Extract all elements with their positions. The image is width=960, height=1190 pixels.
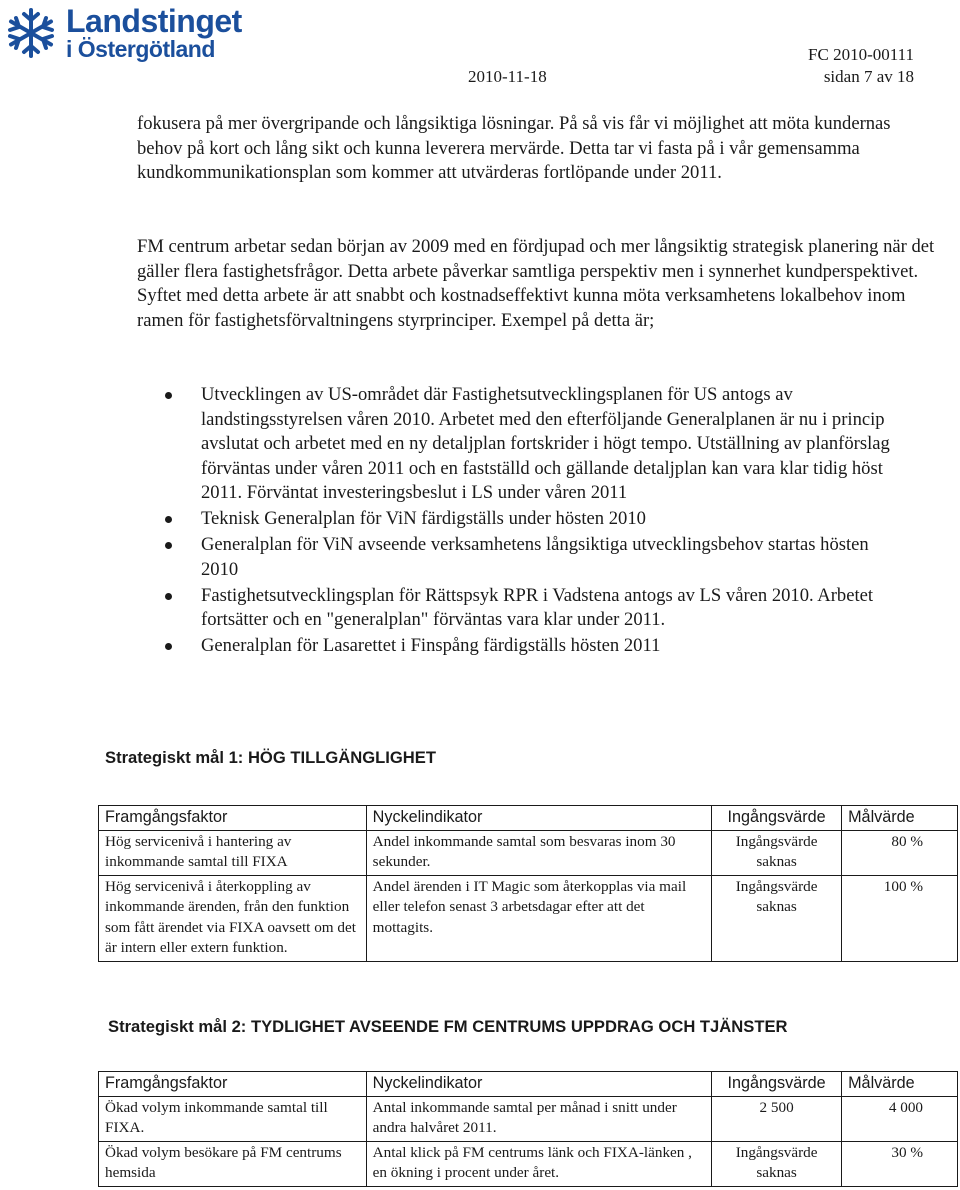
table-cell: Ingångsvärde saknas xyxy=(712,1141,842,1186)
bullet-icon xyxy=(165,593,172,600)
table-cell: Ingångsvärde saknas xyxy=(712,875,842,961)
table-cell: Andel ärenden i IT Magic som återkopplas via mail eller telefon senast 3 arbetsdagar efter att det mottagits. xyxy=(366,875,711,961)
bullet-icon xyxy=(165,392,172,399)
bullet-icon xyxy=(165,542,172,549)
body-paragraph: FM centrum arbetar sedan början av 2009 med en fördjupad och mer långsiktig strategisk planering när det gäller flera fastighetsfrågor. Detta arbete påverkar samtliga perspektiv men i synnerhet kundperspektivet. Syftet med detta arbete är att snabbt och kostnadseffektivt kunna möta verksamhetens lokalbehov inom ramen för fastighetsförvaltningens styrprinciper. Exempel på detta är; xyxy=(137,236,935,331)
bullet-icon xyxy=(165,516,172,523)
table-row xyxy=(99,830,958,875)
column-header: Framgångsfaktor xyxy=(99,806,367,831)
landstinget-logo xyxy=(4,4,244,66)
list-item-text: Teknisk Generalplan för ViN färdigställs under hösten 2010 xyxy=(201,508,646,529)
list-item-text: Generalplan för Lasarettet i Finspång färdigställs hösten 2011 xyxy=(201,635,661,656)
column-header: Nyckelindikator xyxy=(366,806,711,831)
table-header-row xyxy=(99,1072,958,1097)
example-list xyxy=(137,383,897,660)
list-item xyxy=(137,634,897,659)
table-row xyxy=(99,875,958,961)
table-header-row xyxy=(99,806,958,831)
table-cell: 4 000 xyxy=(842,1096,958,1141)
goal1-heading: Strategiskt mål 1: HÖG TILLGÄNGLIGHET xyxy=(105,748,436,767)
table-cell: Ingångsvärde saknas xyxy=(712,830,842,875)
table-row xyxy=(99,1096,958,1141)
table-cell: 30 % xyxy=(842,1141,958,1186)
logo-text-line1: Landstinget xyxy=(66,3,242,39)
table-cell: Ökad volym besökare på FM centrums hemsida xyxy=(99,1141,367,1186)
list-item-text: Fastighetsutvecklingsplan för Rättspsyk RPR i Vadstena antogs av LS våren 2010. Arbetet fortsätter och en "generalplan" förväntas vara klar under 2011. xyxy=(201,584,874,630)
table-cell: Antal klick på FM centrums länk och FIXA-länken , en ökning i procent under året. xyxy=(366,1141,711,1186)
column-header: Ingångsvärde xyxy=(712,1072,842,1097)
column-header: Nyckelindikator xyxy=(366,1072,711,1097)
page-number: sidan 7 av 18 xyxy=(823,67,914,86)
snowflake-logo-icon xyxy=(4,6,58,60)
list-item xyxy=(137,584,897,633)
logo-text-line2: i Östergötland xyxy=(66,36,215,62)
list-item xyxy=(137,383,897,506)
list-item xyxy=(137,533,897,582)
table-cell: 80 % xyxy=(842,830,958,875)
table-cell: Ökad volym inkommande samtal till FIXA. xyxy=(99,1096,367,1141)
column-header: Ingångsvärde xyxy=(712,806,842,831)
column-header: Framgångsfaktor xyxy=(99,1072,367,1097)
list-item-text: Generalplan för ViN avseende verksamhetens långsiktiga utvecklingsbehov startas hösten 2010 xyxy=(201,534,869,580)
goal1-table xyxy=(98,805,958,962)
table-cell: 2 500 xyxy=(712,1096,842,1141)
column-header: Målvärde xyxy=(842,1072,958,1097)
table-cell: Hög servicenivå i hantering av inkommande samtal till FIXA xyxy=(99,830,367,875)
document-reference: FC 2010-00111 xyxy=(808,45,914,64)
table-row xyxy=(99,1141,958,1186)
document-date: 2010-11-18 xyxy=(468,67,547,86)
goal2-table xyxy=(98,1071,958,1187)
table-cell: Hög servicenivå i återkoppling av inkommande ärenden, från den funktion som fått ärendet via FIXA oavsett om det är intern eller extern funktion. xyxy=(99,875,367,961)
list-item-text: Utvecklingen av US-området där Fastighetsutvecklingsplanen för US antogs av landstingsstyrelsen våren 2010. Arbetet med den efterföljande Generalplanen är nu i princip avslutat och arbetet med en ny detaljplan fortskrider i högt tempo. Utställning av planförslag förväntas under våren 2011 och en fastställd och gällande detaljplan kan vara klar tidig höst 2011. Förväntat investeringsbeslut i LS under våren 2011 xyxy=(201,384,890,503)
goal2-heading: Strategiskt mål 2: TYDLIGHET AVSEENDE FM CENTRUMS UPPDRAG OCH TJÄNSTER xyxy=(108,1017,788,1036)
column-header: Målvärde xyxy=(842,806,958,831)
list-item xyxy=(137,507,897,532)
table-cell: Antal inkommande samtal per månad i snitt under andra halvåret 2011. xyxy=(366,1096,711,1141)
bullet-icon xyxy=(165,643,172,650)
table-cell: Andel inkommande samtal som besvaras inom 30 sekunder. xyxy=(366,830,711,875)
table-cell: 100 % xyxy=(842,875,958,961)
body-paragraph: fokusera på mer övergripande och långsiktiga lösningar. På så vis får vi möjlighet att möta kundernas behov på kort och lång sikt och kunna leverera mervärde. Detta tar vi fasta på i vår gemensamma kundkommunikationsplan som kommer att utvärderas fortlöpande under 2011. xyxy=(137,113,891,183)
